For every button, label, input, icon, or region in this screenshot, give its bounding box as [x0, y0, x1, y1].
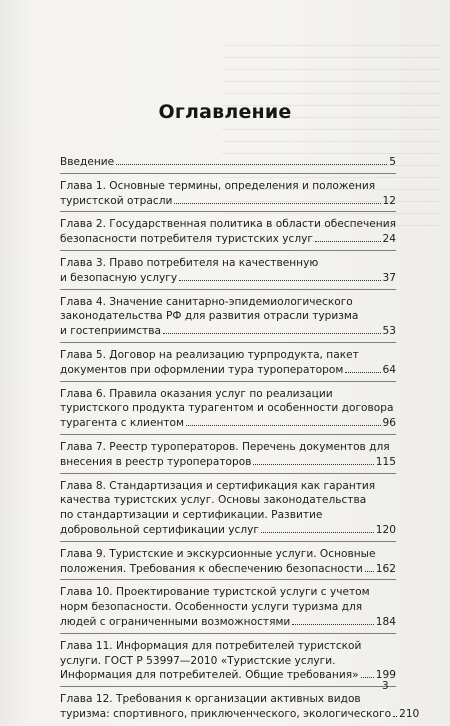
toc-entry	[60, 580, 396, 633]
dot-leader	[315, 241, 381, 242]
toc-entry-line	[60, 416, 396, 431]
toc-entry-line	[60, 232, 396, 247]
toc-entry	[60, 251, 396, 290]
dot-leader	[292, 624, 373, 625]
toc-entry-text: Глава 12. Требования к организации активных видов	[60, 693, 361, 706]
toc-entry-text: добровольной сертификации услуг	[60, 523, 259, 536]
toc-entry-line	[60, 523, 396, 538]
toc-entry-text: законодательства РФ для развития отрасли туризма	[60, 310, 359, 323]
dot-leader	[345, 372, 380, 373]
dot-leader	[393, 716, 397, 717]
toc-entry-text: туризма: спортивного, приключенческого, экологического	[60, 707, 392, 720]
toc-page-number: 53	[382, 325, 396, 338]
toc-entry-text: туристского продукта турагентом и особенности договора	[60, 402, 394, 415]
toc-page-number: 162	[375, 562, 396, 575]
toc-page-number: 5	[389, 156, 396, 168]
toc-page-number: 12	[382, 194, 396, 207]
toc-entry	[60, 150, 396, 174]
toc-entry	[60, 542, 396, 581]
toc-entry	[60, 290, 396, 343]
toc-entry-text: Глава 7. Реестр туроператоров. Перечень документов для	[60, 440, 390, 453]
toc-entry-text: Информация для потребителей. Общие требования»	[60, 669, 359, 682]
dot-leader	[186, 425, 380, 426]
toc-entry-text: по стандартизации и сертификации. Развитие	[60, 509, 323, 522]
toc-entry-text: и безопасную услугу	[60, 271, 178, 284]
toc-page-number: 184	[375, 615, 396, 628]
toc-page-number: 115	[375, 455, 396, 468]
toc-entry	[60, 687, 420, 725]
toc-entry	[60, 634, 396, 687]
toc-entry-line	[60, 324, 396, 339]
toc-page-number: 37	[382, 271, 396, 284]
toc-entry-text: качества туристских услуг. Основы законодательства	[60, 494, 367, 507]
toc-entry	[60, 212, 396, 251]
toc-entry-text: Глава 4. Значение санитарно-эпидемиологического	[60, 295, 353, 308]
dot-leader	[261, 532, 374, 533]
toc-entry-line	[60, 707, 420, 722]
toc-entry-text: внесения в реестр туроператоров	[60, 455, 252, 468]
toc-entry	[60, 474, 396, 542]
toc-page-number: 64	[382, 363, 396, 376]
toc-entry-line	[60, 155, 396, 170]
toc-entry-line	[60, 271, 396, 286]
toc-entry-line	[60, 455, 396, 470]
dot-leader	[361, 677, 374, 678]
toc-entry-text: Глава 9. Туристские и экскурсионные услуги. Основные	[60, 547, 376, 560]
toc-entry	[60, 382, 396, 435]
toc-entry-text: Глава 11. Информация для потребителей туристской	[60, 639, 362, 652]
toc-entry-text: Глава 1. Основные термины, определения и положения	[60, 179, 376, 192]
toc-entry-text: безопасности потребителя туристских услуг	[60, 233, 313, 246]
toc-entry-text: турагента с клиентом	[60, 417, 185, 430]
toc-page-number: 120	[375, 523, 396, 536]
toc-page-number: 96	[382, 417, 396, 430]
toc-entry-text: Введение	[60, 156, 115, 168]
toc-page-number: 199	[375, 669, 396, 682]
toc-entry-line	[60, 194, 396, 209]
table-of-contents	[60, 150, 420, 725]
dot-leader	[253, 464, 373, 465]
toc-entry	[60, 174, 396, 213]
dot-leader	[163, 333, 381, 334]
dot-leader	[179, 280, 380, 281]
toc-entry-text: документов при оформлении тура туроператором	[60, 363, 344, 376]
toc-entry-line	[60, 562, 396, 577]
toc-entry-line	[60, 668, 396, 683]
toc-entry-text: Глава 6. Правила оказания услуг по реализации	[60, 387, 333, 400]
dot-leader	[116, 164, 387, 165]
toc-page-number: 210	[399, 707, 420, 720]
toc-page-number: 24	[382, 233, 396, 246]
toc-entry-text: положения. Требования к обеспечению безопасности	[60, 562, 363, 575]
toc-entry-text: услуги. ГОСТ Р 53997—2010 «Туристские услуги.	[60, 654, 336, 667]
toc-entry-text: норм безопасности. Особенности услуги туризма для	[60, 601, 363, 614]
toc-entry	[60, 343, 396, 382]
toc-entry-text: и гостеприимства	[60, 325, 161, 338]
toc-entry-text: Глава 8. Стандартизация и сертификация как гарантия	[60, 479, 376, 492]
toc-entry-text: людей с ограниченными возможностями	[60, 615, 291, 628]
toc-entry-text: туристской отрасли	[60, 194, 173, 207]
toc-entry-text: Глава 5. Договор на реализацию турпродукта, пакет	[60, 348, 359, 361]
toc-entry-text: Глава 10. Проектирование туристской услуги с учетом	[60, 586, 370, 599]
dot-leader	[174, 203, 380, 204]
toc-entry	[60, 435, 396, 474]
toc-entry-line	[60, 363, 396, 378]
toc-entry-line	[60, 615, 396, 630]
toc-entry-text: Глава 3. Право потребителя на качественную	[60, 256, 319, 269]
toc-entry-text: Глава 2. Государственная политика в области обеспечения	[60, 218, 396, 231]
page-title: Оглавление	[158, 101, 292, 123]
dot-leader	[365, 571, 374, 572]
page-number: 3	[382, 680, 389, 692]
